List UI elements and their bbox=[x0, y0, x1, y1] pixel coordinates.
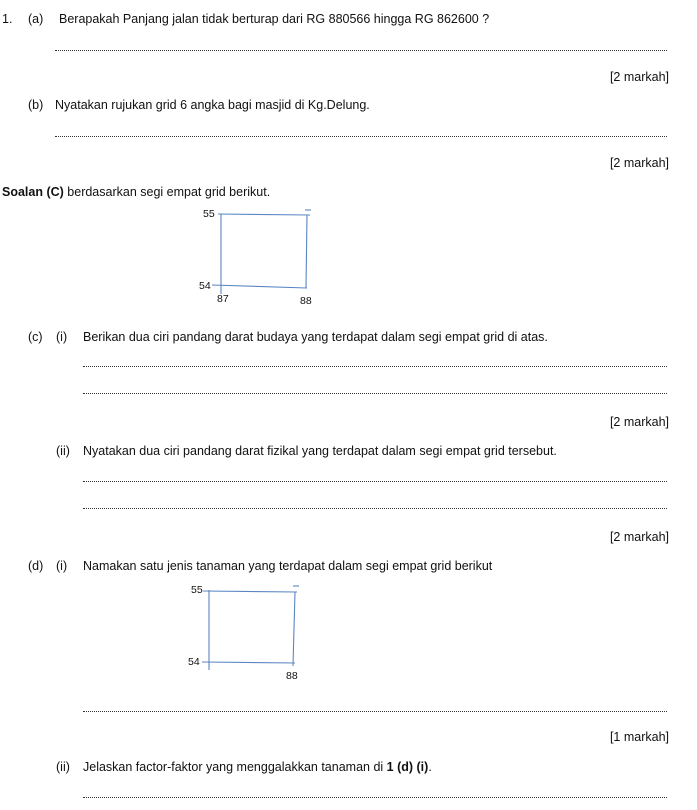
section-c-text: berdasarkan segi empat grid berikut. bbox=[63, 185, 271, 199]
part-d-ii-reference: 1 (d) (i) bbox=[386, 760, 429, 774]
answer-line-b[interactable] bbox=[55, 136, 667, 137]
grid2-northing-54: 54 bbox=[188, 656, 200, 668]
part-c-i-marks: [2 markah] bbox=[609, 415, 669, 429]
part-c-ii-marks: [2 markah] bbox=[609, 530, 669, 544]
grid1-top-line bbox=[218, 214, 310, 215]
grid2-easting-88: 88 bbox=[286, 670, 298, 682]
part-a-question: Berapakah Panjang jalan tidak berturap dari RG 880566 hingga RG 862600 ? bbox=[59, 12, 490, 26]
part-d-i-label: (i) bbox=[56, 559, 68, 573]
part-d-i-question: Namakan satu jenis tanaman yang terdapat dalam segi empat grid berikut bbox=[83, 559, 493, 573]
section-c-bold: Soalan (C) bbox=[2, 185, 64, 199]
part-d-ii-question bbox=[83, 760, 432, 774]
grid2-bottom-line bbox=[202, 662, 295, 663]
answer-line-d-ii[interactable] bbox=[83, 797, 667, 798]
part-c-label: (c) bbox=[28, 330, 43, 344]
part-b-marks: [2 markah] bbox=[609, 156, 669, 170]
grid2-northing-55: 55 bbox=[191, 584, 203, 596]
grid2-top-line bbox=[203, 591, 297, 592]
part-a-marks: [2 markah] bbox=[609, 70, 669, 84]
part-c-ii-label: (ii) bbox=[56, 444, 70, 458]
grid1-right-line bbox=[306, 215, 307, 288]
part-c-i-question: Berikan dua ciri pandang darat budaya yang terdapat dalam segi empat grid di atas. bbox=[83, 330, 548, 344]
part-d-ii-suffix: . bbox=[428, 760, 432, 774]
part-c-i-label: (i) bbox=[56, 330, 68, 344]
part-b-question: Nyatakan rujukan grid 6 angka bagi masjid di Kg.Delung. bbox=[55, 98, 370, 112]
part-d-label: (d) bbox=[28, 559, 44, 573]
answer-line-a[interactable] bbox=[55, 50, 667, 51]
grid2-right-line bbox=[293, 592, 295, 666]
grid1-northing-54: 54 bbox=[199, 280, 211, 292]
part-d-ii-label: (ii) bbox=[56, 760, 70, 774]
part-c-ii-question: Nyatakan dua ciri pandang darat fizikal yang terdapat dalam segi empat grid tersebut. bbox=[83, 444, 557, 458]
answer-line-c-i-2[interactable] bbox=[83, 393, 667, 394]
grid1-easting-87: 87 bbox=[217, 293, 229, 305]
grid1-bottom-line bbox=[212, 285, 307, 288]
part-b-label: (b) bbox=[28, 98, 44, 112]
part-a-label: (a) bbox=[28, 12, 44, 26]
answer-line-c-ii-2[interactable] bbox=[83, 508, 667, 509]
grid1-northing-55: 55 bbox=[203, 208, 215, 220]
section-c-intro bbox=[2, 185, 270, 199]
part-d-ii-prefix: Jelaskan factor-faktor yang menggalakkan tanaman di bbox=[83, 760, 387, 774]
answer-line-d-i[interactable] bbox=[83, 711, 667, 712]
answer-line-c-ii-1[interactable] bbox=[83, 481, 667, 482]
part-d-i-marks: [1 markah] bbox=[609, 730, 669, 744]
question-number: 1. bbox=[2, 12, 13, 26]
grid1-easting-88: 88 bbox=[300, 295, 312, 307]
answer-line-c-i-1[interactable] bbox=[83, 366, 667, 367]
